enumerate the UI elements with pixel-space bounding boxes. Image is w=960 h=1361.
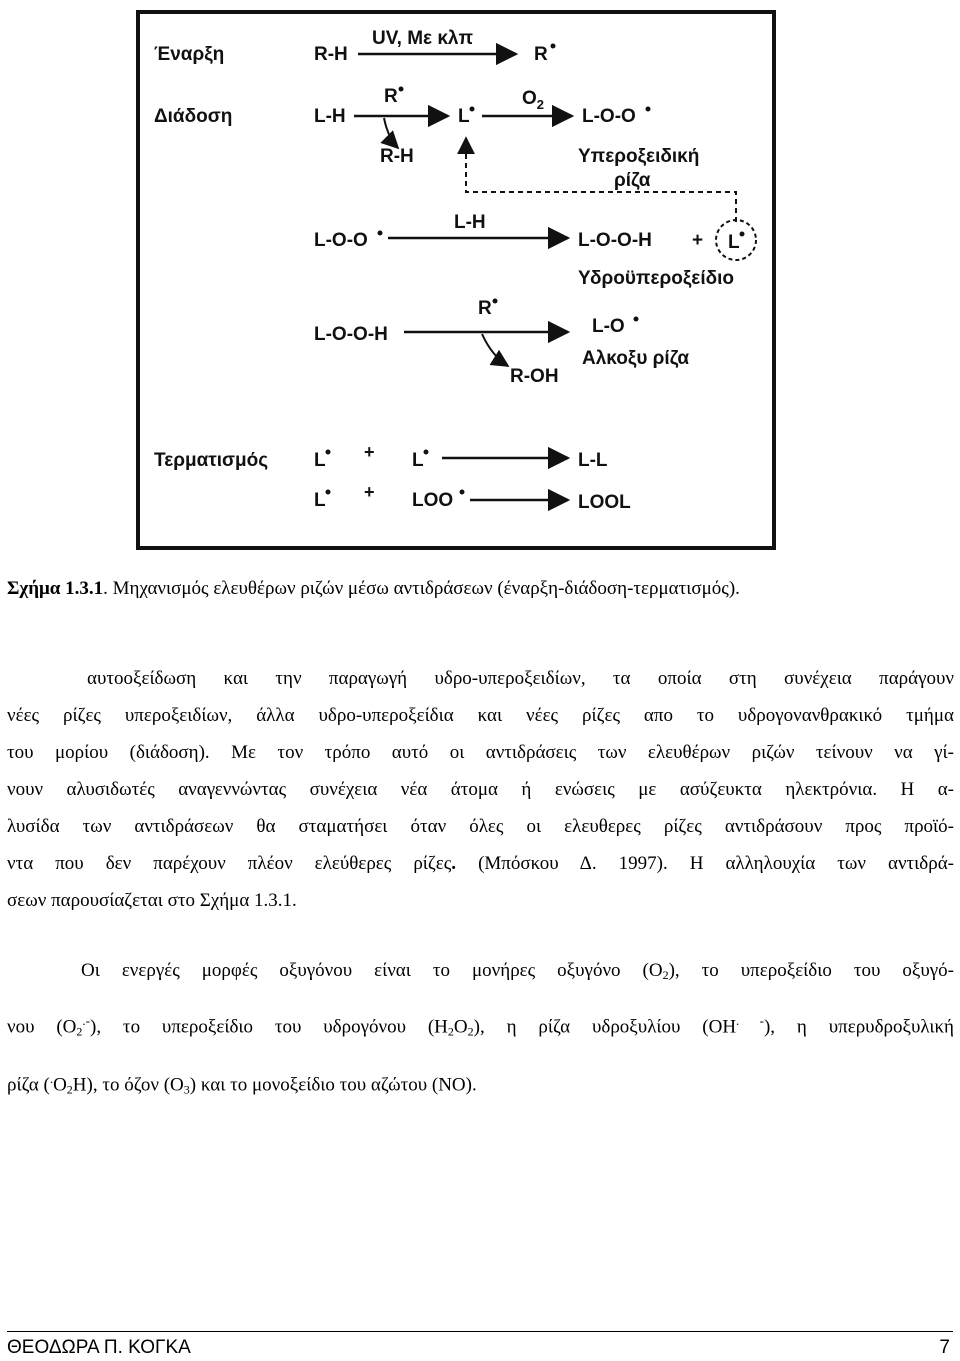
caption-text: . Μηχανισμός ελευθέρων ριζών μέσω αντιδράσεων (έναρξη-διάδοση-τερματισμός). <box>103 578 740 599</box>
t1-b: L <box>412 450 424 471</box>
paragraph-line: νουν αλυσιδωτές αναγεννώντας συνέχεια νέα άτομα ή ενώσεις με ασύζευκτα ηλεκτρόνια. Η α- <box>7 779 954 800</box>
init-condition: UV, Με κλπ <box>372 28 474 49</box>
footer-rule <box>7 1331 953 1332</box>
paragraph-line: σεων παρουσίαζεται στο Σχήμα 1.3.1. <box>7 890 297 911</box>
paragraph-line: ντα που δεν παρέχουν πλέον ελεύθερες ρίζες. (Μπόσκου Δ. 1997). Η αλληλουχία των αντιδρά- <box>7 853 954 874</box>
hydroperoxide-name: Υδροϋπεροξείδιο <box>578 268 734 289</box>
termination-label: Τερματισμός <box>154 450 269 471</box>
radical-dot <box>378 231 383 236</box>
paragraph-1 <box>7 660 954 919</box>
p2-radical: L <box>728 232 740 253</box>
p1-radical: R <box>384 86 398 107</box>
radical-dot <box>634 317 639 322</box>
radical-dot <box>551 44 556 49</box>
radical-dot <box>460 490 465 495</box>
radical-dot <box>326 490 331 495</box>
radical-dot <box>493 299 498 304</box>
paragraph-line: λυσίδα των αντιδράσεων θα σταματήσει όταν όλες οι ελευθερες ρίζες αντιδράσουν προς προϊό- <box>7 816 954 837</box>
initiation-label: Έναρξη <box>154 44 225 65</box>
footer-page-number: 7 <box>939 1337 950 1358</box>
p1-curved-arrow <box>384 118 398 148</box>
p3-reactant: L-O-O-H <box>314 324 388 345</box>
paragraph-line: του μορίου (διάδοση). Με τον τρόπο αυτό οι αντιδράσεις των ελευθέρων ριζών τείνουν να γί- <box>7 742 954 763</box>
caption-number: Σχήμα 1.3.1 <box>7 578 104 599</box>
init-reactant: R-H <box>314 44 348 65</box>
t1-plus: + <box>364 442 375 462</box>
p1-reactant: L-H <box>314 106 346 127</box>
paragraph-line-part: ντα που δεν παρέχουν πλέον ελεύθερες ρίζες <box>7 853 452 874</box>
p3-curved-arrow <box>482 334 508 366</box>
p3-product: L-O <box>592 316 625 337</box>
paragraph-2 <box>7 956 954 1101</box>
p3-radical: R <box>478 298 492 319</box>
radical-dot <box>740 232 745 237</box>
p2-reagent: L-H <box>454 212 486 233</box>
paragraph-line: αυτοοξείδωση και την παραγωγή υδρο-υπεροξειδίων, τα οποία στη συνέχεια παράγουν <box>87 668 954 689</box>
p3-byproduct: R-OH <box>510 366 559 387</box>
paragraph-line: νέες ρίζες υπεροξειδίων, άλλα υδρο-υπεροξείδια και νέες ρίζες απο το υδρογονανθρακικό τμήμα <box>7 705 954 726</box>
peroxy-name-line1: Υπεροξειδική <box>578 146 700 167</box>
p2-plus: + <box>692 230 704 251</box>
t1-product: L-L <box>578 450 608 471</box>
paragraph-line-part: (Μπόσκου Δ. 1997). Η αλληλουχία των αντιδρά- <box>478 853 954 874</box>
radical-dot <box>424 450 429 455</box>
paragraph-line: Οι ενεργές μορφές οξυγόνου είναι το μονήρες οξυγόνο $(O_2)$, το υπεροξείδιο του οξυγό- <box>81 960 954 982</box>
p2-product: L-O-O-H <box>578 230 652 251</box>
free-radical-mechanism-figure <box>136 10 776 550</box>
t2-a: L <box>314 490 326 511</box>
t2-product: LOOL <box>578 492 631 513</box>
radical-dot <box>646 107 651 112</box>
p2-reactant: L-O-O <box>314 230 368 251</box>
peroxy-name-line2: ρίζα <box>614 170 651 191</box>
p1-byproduct: R-H <box>380 146 414 167</box>
p1-product: L <box>458 106 470 127</box>
p1-peroxy: L-O-O <box>582 106 636 127</box>
paragraph-line: ρίζα $(^.O_2H)$, το όζον $(O_3)$ και το μονοξείδιο του αζώτου (NO). <box>7 1071 477 1097</box>
alkoxy-name: Αλκοξυ ρίζα <box>582 348 690 369</box>
init-product: R <box>534 44 548 65</box>
p1-oxygen: $O_2$ <box>522 88 545 112</box>
t2-b: LOO <box>412 490 454 511</box>
t2-plus: + <box>364 482 375 502</box>
radical-dot <box>470 107 475 112</box>
propagation-label: Διάδοση <box>154 106 233 127</box>
t1-a: L <box>314 450 326 471</box>
footer-author: ΘΕΟΔΩΡΑ Π. ΚΟΓΚΑ <box>7 1337 191 1358</box>
figure-caption <box>7 575 957 603</box>
radical-dot <box>399 87 404 92</box>
paragraph-line: νου $(O_2^{.-})$, το υπεροξείδιο του υδρογόνου $(H_2O_2)$, η ρίζα υδροξυλίου (OH. -), η υπερυδροξυλική <box>7 1013 954 1039</box>
radical-dot <box>326 450 331 455</box>
